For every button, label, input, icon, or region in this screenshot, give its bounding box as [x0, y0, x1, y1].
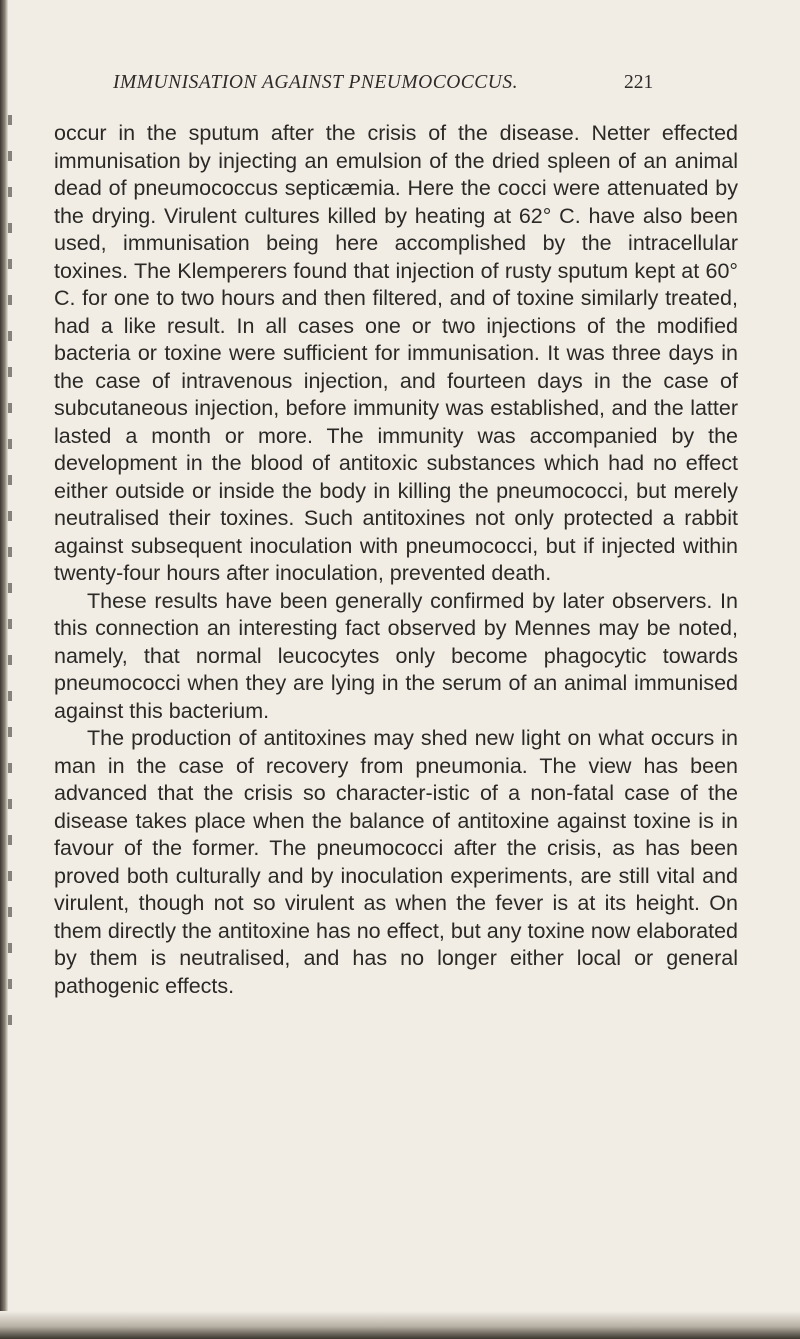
running-head: IMMUNISATION AGAINST PNEUMOCOCCUS.: [113, 72, 519, 93]
page-number: 221: [624, 72, 654, 93]
page-bottom-edge: [0, 1311, 800, 1339]
body-text: [54, 120, 738, 1000]
paragraph-3: The production of antitoxines may shed new light on what occurs in man in the case of recovery from pneumonia. The view has been advanced that the crisis so character-istic of a non-fatal case of the disease takes place when the balance of antitoxine against toxine is in favour of the former. The pneumococci after the crisis, as has been proved both culturally and by inoculation experiments, are still vital and virulent, though not so virulent as when the fever is at its height. On them directly the antitoxine has no effect, but any toxine now elaborated by them is neutralised, and has no longer either local or general pathogenic effects.: [54, 726, 738, 998]
paragraph-1: occur in the sputum after the crisis of the disease. Netter effected immunisation by injecting an emulsion of the dried spleen of an animal dead of pneumococcus septicæmia. Here the cocci were attenuated by the drying. Virulent cultures killed by heating at 62° C. have also been used, immunisation being here accomplished by the intracellular toxines. The Klemperers found that injection of rusty sputum kept at 60° C. for one to two hours and then filtered, and of toxine similarly treated, had a like result. In all cases one or two injections of the modified bacteria or toxine were sufficient for immunisation. It was three days in the case of intravenous injection, and fourteen days in the case of subcutaneous injection, before immunity was established, and the latter lasted a month or more. The immunity was accompanied by the development in the blood of antitoxic substances which had no effect either outside or inside the body in killing the pneumococci, but merely neutralised their toxines. Such antitoxines not only protected a rabbit against subsequent inoculation with pneumococci, but if injected within twenty-four hours after inoculation, prevented death.: [54, 121, 738, 585]
page-header: [0, 72, 800, 102]
binding-thread-marks: [8, 115, 12, 1035]
paragraph-2: These results have been generally confirmed by later observers. In this connection an interesting fact observed by Mennes may be noted, namely, that normal leucocytes only become phagocytic towards pneumococci when they are lying in the serum of an animal immunised against this bacterium.: [54, 588, 738, 723]
page-binding-edge: [0, 0, 8, 1339]
